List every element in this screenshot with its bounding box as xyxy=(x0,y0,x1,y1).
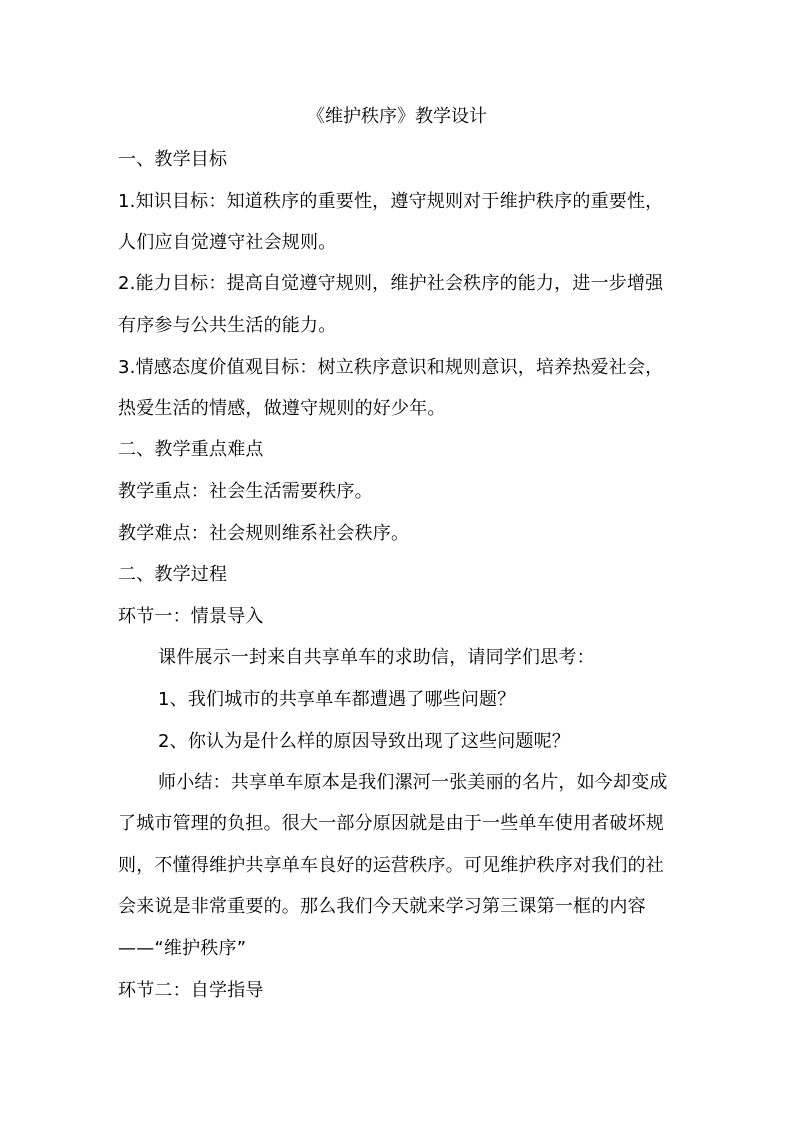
section-heading-key-points: 二、教学重点难点 xyxy=(118,439,264,460)
paragraph-line: ——“维护秩序” xyxy=(118,938,247,959)
paragraph-line: 热爱生活的情感，做遵守规则的好少年。 xyxy=(118,398,446,419)
section-heading-objectives: 一、教学目标 xyxy=(118,149,228,170)
subsection-heading-intro: 环节一：情景导入 xyxy=(118,606,264,627)
paragraph-line: 1、我们城市的共享单车都遭遇了哪些问题？ xyxy=(158,689,516,710)
paragraph-line: 人们应自觉遵守社会规则。 xyxy=(118,232,337,253)
section-heading-process: 二、教学过程 xyxy=(118,564,228,585)
subsection-heading-self-study: 环节二：自学指导 xyxy=(118,980,264,1001)
paragraph-line: 2、你认为是什么样的原因导致出现了这些问题呢？ xyxy=(158,731,571,752)
paragraph-line: 教学难点：社会规则维系社会秩序。 xyxy=(118,523,410,544)
paragraph-line: 1.知识目标：知道秩序的重要性，遵守规则对于维护秩序的重要性， xyxy=(118,191,664,212)
paragraph-line: 2.能力目标：提高自觉遵守规则，维护社会秩序的能力，进一步增强 xyxy=(118,273,664,294)
paragraph-line: 3.情感态度价值观目标：树立秩序意识和规则意识，培养热爱社会， xyxy=(118,357,664,378)
paragraph-line: 课件展示一封来自共享单车的求助信，请同学们思考： xyxy=(158,647,595,668)
paragraph-line: 了城市管理的负担。很大一部分原因就是由于一些单车使用者破坏规 xyxy=(118,813,664,834)
paragraph-line: 则，不懂得维护共享单车良好的运营秩序。可见维护秩序对我们的社 xyxy=(118,855,664,876)
paragraph-line: 有序参与公共生活的能力。 xyxy=(118,315,337,336)
paragraph-line: 教学重点：社会生活需要秩序。 xyxy=(118,481,373,502)
paragraph-line: 会来说是非常重要的。那么我们今天就来学习第三课第一框的内容 xyxy=(118,896,646,917)
document-title: 《维护秩序》教学设计 xyxy=(307,106,487,127)
paragraph-line: 师小结：共享单车原本是我们漯河一张美丽的名片，如今却变成 xyxy=(158,772,668,793)
